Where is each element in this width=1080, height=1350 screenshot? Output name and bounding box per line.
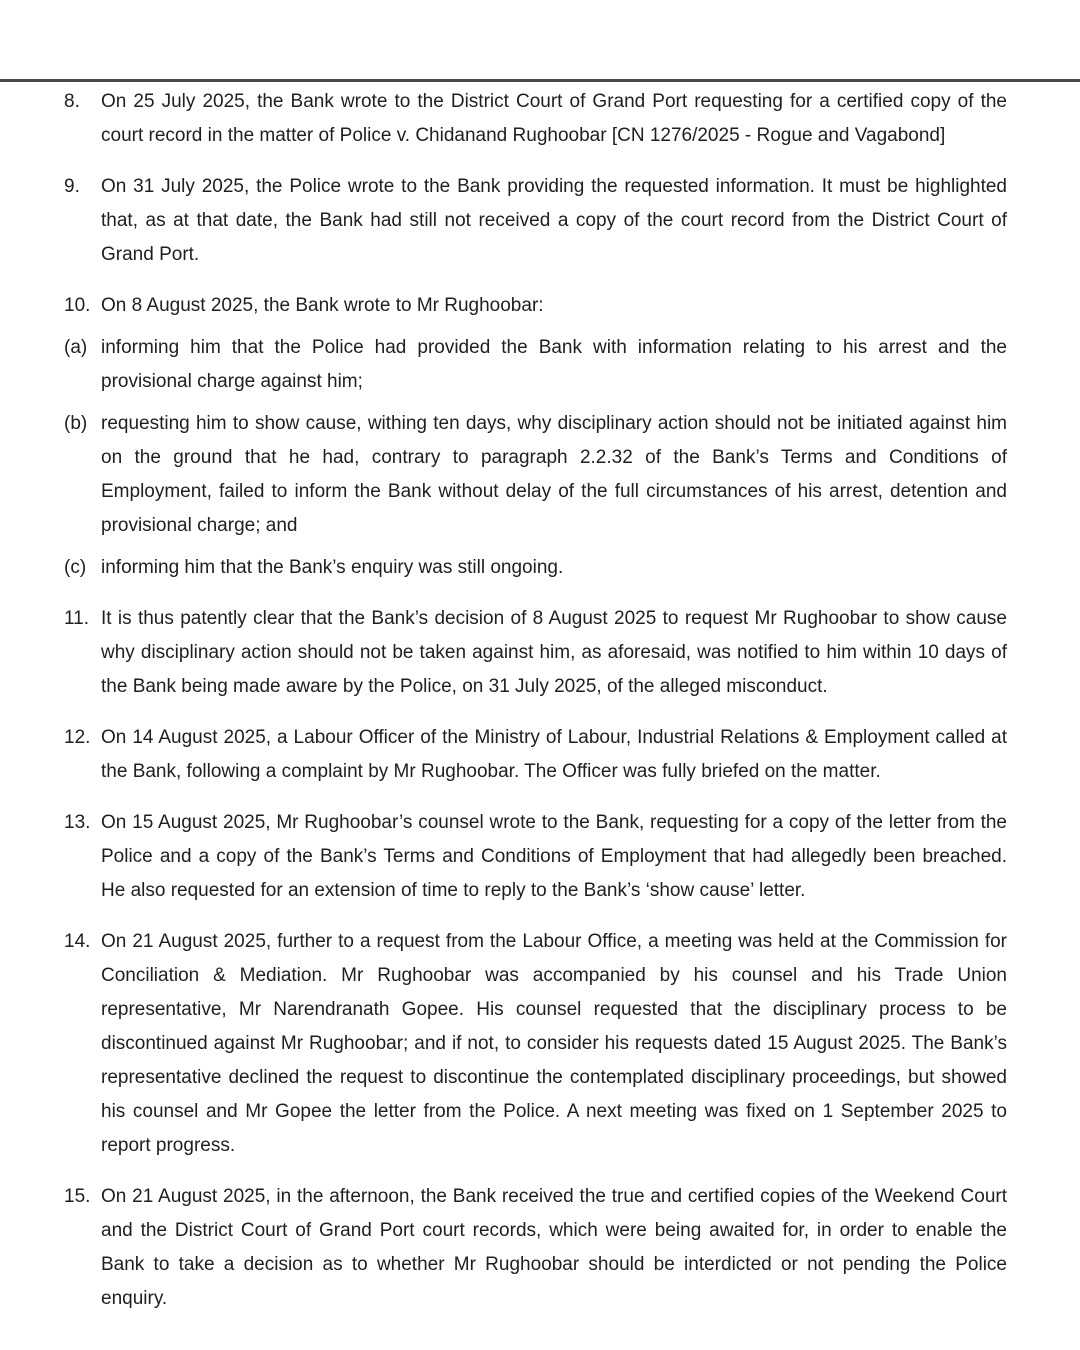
paragraph-text: It is thus patently clear that the Bank’s decision of 8 August 2025 to request Mr Rughoobar to show cause why disciplinary action should not be taken against him, as aforesaid, was notified to him within 10 days of the Bank being made aware by the Police, on 31 July 2025, of the alleged misconduct. xyxy=(101,608,1007,697)
paragraph-number: 12. xyxy=(64,727,91,748)
paragraph-13 xyxy=(64,806,1007,908)
paragraph-10 xyxy=(64,289,1007,323)
subitem-text: requesting him to show cause, withing ten days, why disciplinary action should not be initiated against him on the ground that he had, contrary to paragraph 2.2.32 of the Bank’s Terms and Conditions of Employment, failed to inform the Bank without delay of the full circumstances of his arrest, detention and provisional charge; and xyxy=(101,413,1007,536)
paragraph-text: On 8 August 2025, the Bank wrote to Mr Rughoobar: xyxy=(101,295,544,316)
subitem-label: (c) xyxy=(64,557,87,578)
paragraph-11 xyxy=(64,602,1007,704)
subitem-label: (b) xyxy=(64,413,88,434)
paragraph-text: On 14 August 2025, a Labour Officer of the Ministry of Labour, Industrial Relations & Employment called at the Bank, following a complaint by Mr Rughoobar. The Officer was fully briefed on the matter. xyxy=(101,727,1007,782)
header-divider xyxy=(0,79,1080,82)
paragraph-text: On 21 August 2025, further to a request from the Labour Office, a meeting was held at the Commission for Conciliation & Mediation. Mr Rughoobar was accompanied by his counsel and his Trade Union representative, Mr Narendranath Gopee. His counsel requested that the disciplinary process to be discontinued against Mr Rughoobar; and if not, to consider his requests dated 15 August 2025. The Bank’s representative declined the request to discontinue the contemplated disciplinary proceedings, but showed his counsel and Mr Gopee the letter from the Police. A next meeting was fixed on 1 September 2025 to report progress. xyxy=(101,931,1007,1156)
subitem-text: informing him that the Police had provided the Bank with information relating to his arrest and the provisional charge against him; xyxy=(101,337,1007,392)
paragraph-9 xyxy=(64,170,1007,272)
paragraph-number: 9. xyxy=(64,176,80,197)
paragraph-number: 15. xyxy=(64,1186,91,1207)
paragraph-number: 10. xyxy=(64,295,91,316)
paragraph-text: On 25 July 2025, the Bank wrote to the District Court of Grand Port requesting for a certified copy of the court record in the matter of Police v. Chidanand Rughoobar [CN 1276/2025 - Rogue and Vagabond] xyxy=(101,91,1007,146)
paragraph-8 xyxy=(64,85,1007,153)
subitem-b xyxy=(64,407,1007,543)
paragraph-14 xyxy=(64,925,1007,1163)
subitem-text: informing him that the Bank’s enquiry was still ongoing. xyxy=(101,557,564,578)
paragraph-number: 8. xyxy=(64,91,80,112)
paragraph-15 xyxy=(64,1180,1007,1316)
paragraph-text: On 15 August 2025, Mr Rughoobar’s counsel wrote to the Bank, requesting for a copy of the letter from the Police and a copy of the Bank’s Terms and Conditions of Employment that had allegedly been breached. He also requested for an extension of time to reply to the Bank’s ‘show cause’ letter. xyxy=(101,812,1007,901)
subitem-c xyxy=(64,551,1007,585)
document-body xyxy=(64,85,1007,1316)
paragraph-number: 14. xyxy=(64,931,91,952)
subitem-label: (a) xyxy=(64,337,88,358)
paragraph-text: On 31 July 2025, the Police wrote to the Bank providing the requested information. It must be highlighted that, as at that date, the Bank had still not received a copy of the court record from the District Court of Grand Port. xyxy=(101,176,1007,265)
paragraph-12 xyxy=(64,721,1007,789)
paragraph-text: On 21 August 2025, in the afternoon, the Bank received the true and certified copies of the Weekend Court and the District Court of Grand Port court records, which were being awaited for, in order to enable the Bank to take a decision as to whether Mr Rughoobar should be interdicted or not pending the Police enquiry. xyxy=(101,1186,1007,1309)
paragraph-number: 11. xyxy=(64,608,90,629)
subitem-a xyxy=(64,331,1007,399)
paragraph-number: 13. xyxy=(64,812,91,833)
